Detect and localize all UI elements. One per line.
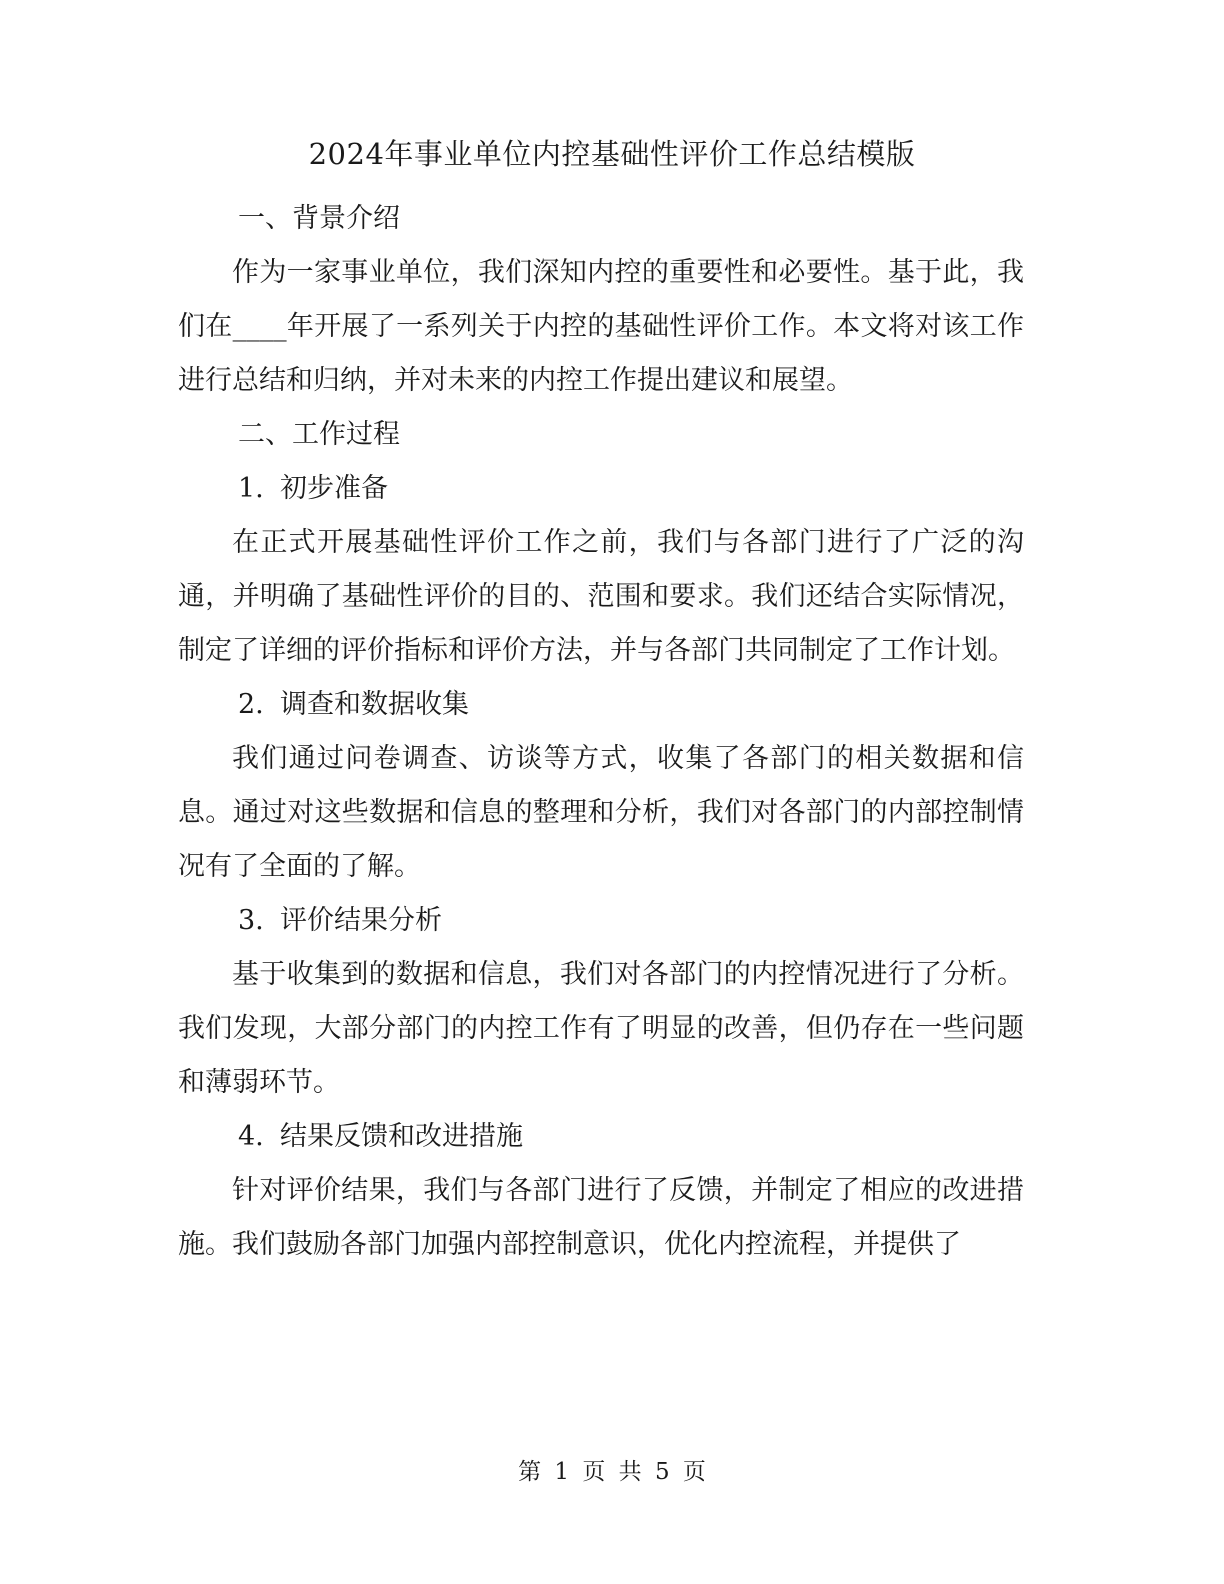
document-body — [178, 192, 1024, 1272]
item-title: 调查和数据收集 — [280, 689, 469, 720]
document-title: 2024年事业单位内控基础性评价工作总结模版 — [308, 137, 916, 171]
paragraph-analysis: 基于收集到的数据和信息，我们对各部门的内控情况进行了分析。我们发现，大部分部门的内控工作有了明显的改善，但仍存在一些问题和薄弱环节。 — [178, 959, 1024, 1098]
item-number: 3. — [238, 905, 264, 936]
paragraph-background: 作为一家事业单位，我们深知内控的重要性和必要性。基于此，我们在____年开展了一系列关于内控的基础性评价工作。本文将对该工作进行总结和归纳，并对未来的内控工作提出建议和展望。 — [178, 257, 1024, 396]
paragraph-survey: 我们通过问卷调查、访谈等方式，收集了各部门的相关数据和信息。通过对这些数据和信息的整理和分析，我们对各部门的内部控制情况有了全面的了解。 — [178, 743, 1024, 882]
item-number: 4. — [238, 1121, 264, 1152]
item-title: 初步准备 — [280, 473, 388, 504]
page-footer: 第 1 页 共 5 页 — [518, 1459, 706, 1485]
section-heading-process: 二、工作过程 — [238, 419, 400, 450]
item-number: 2. — [238, 689, 264, 720]
item-heading-analysis — [178, 894, 1024, 948]
item-heading-preparation — [178, 462, 1024, 516]
item-title: 结果反馈和改进措施 — [280, 1121, 523, 1152]
section-heading-background: 一、背景介绍 — [238, 203, 400, 234]
paragraph-feedback: 针对评价结果，我们与各部门进行了反馈，并制定了相应的改进措施。我们鼓励各部门加强内部控制意识，优化内控流程，并提供了 — [178, 1175, 1024, 1260]
item-title: 评价结果分析 — [280, 905, 442, 936]
paragraph-preparation: 在正式开展基础性评价工作之前，我们与各部门进行了广泛的沟通，并明确了基础性评价的目的、范围和要求。我们还结合实际情况，制定了详细的评价指标和评价方法，并与各部门共同制定了工作计划。 — [178, 527, 1024, 666]
item-heading-survey — [178, 678, 1024, 732]
item-number: 1. — [238, 473, 264, 504]
item-heading-feedback — [178, 1110, 1024, 1164]
